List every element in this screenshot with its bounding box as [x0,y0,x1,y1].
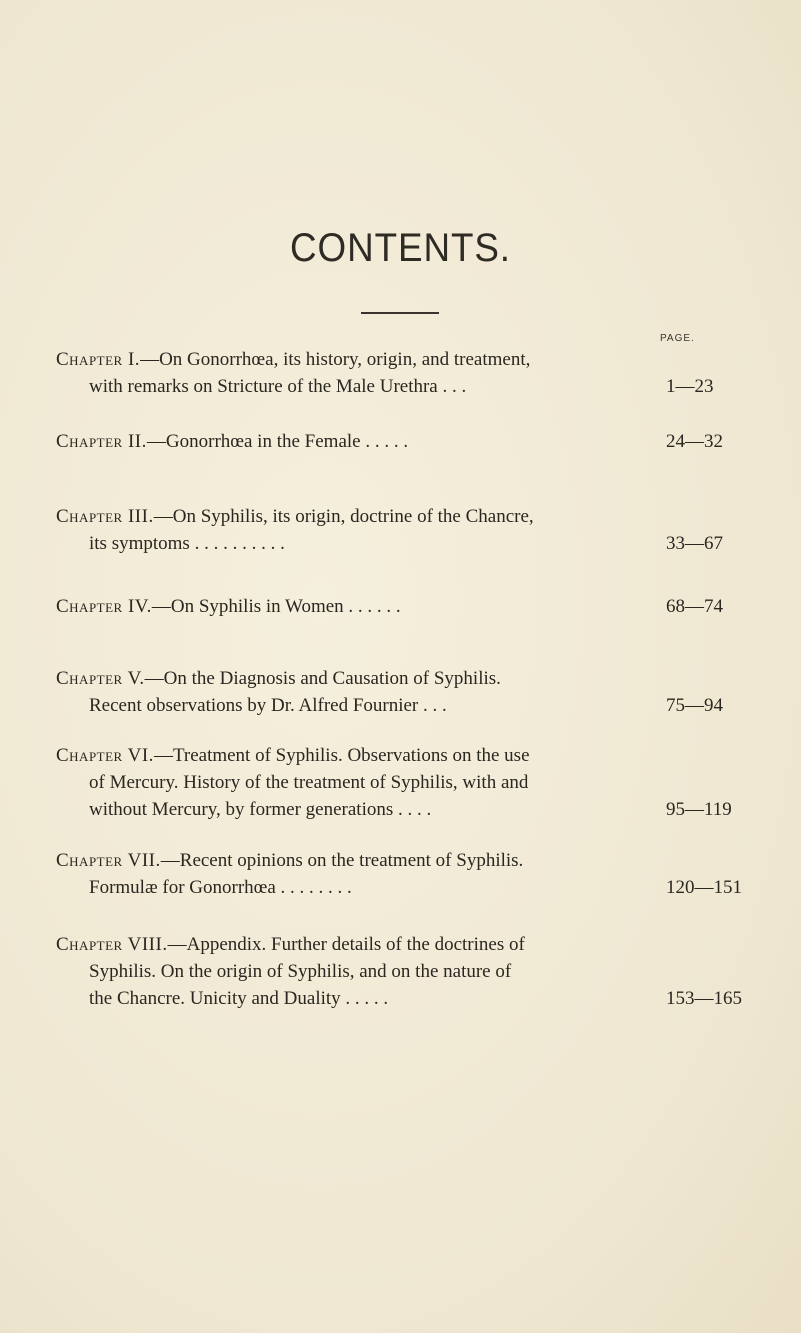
chapter-title-line-3: without Mercury, by former generations . . . . [89,799,432,820]
chapter-title-line-1: —On the Diagnosis and Causation of Syphilis. [144,668,501,689]
toc-entry-chapter-8 [56,931,746,1012]
chapter-title-line-1: —Recent opinions on the treatment of Syphilis. [160,850,524,871]
page-range: 68—74 [666,596,723,617]
page-range: 120—151 [666,877,742,898]
page-range: 33—67 [666,533,723,554]
chapter-label: Chapter II. [56,431,147,452]
chapter-title-line-2: its symptoms . . . . . . . . . . [89,533,285,554]
chapter-label: Chapter IV. [56,596,152,617]
page-range: 24—32 [666,431,723,452]
chapter-title-line-1: —On Syphilis, its origin, doctrine of the Chancre, [153,506,534,527]
chapter-label: Chapter I. [56,349,141,370]
chapter-label: Chapter VI. [56,745,154,766]
page-range: 75—94 [666,695,723,716]
chapter-title-line-1: —Appendix. Further details of the doctrines of [167,934,525,955]
chapter-label: Chapter VIII. [56,934,168,955]
chapter-title-line-2: Formulæ for Gonorrhœa . . . . . . . . [89,877,352,898]
toc-entry-chapter-2 [56,428,746,455]
toc-entry-chapter-4 [56,593,746,620]
chapter-title-line-2: Recent observations by Dr. Alfred Fournier . . . [89,695,447,716]
chapter-title-line-1: —On Gonorrhœa, its history, origin, and treatment, [140,349,531,370]
toc-entry-chapter-1 [56,346,746,400]
toc-entry-chapter-6 [56,742,746,823]
chapter-title-line-2: with remarks on Stricture of the Male Urethra . . . [89,376,467,397]
chapter-title-line-2: of Mercury. History of the treatment of Syphilis, with and [89,772,529,793]
page-range: 153—165 [666,988,742,1009]
chapter-title-line-1: —Gonorrhœa in the Female . . . . . [146,431,409,452]
title-rule [361,312,439,314]
chapter-label: Chapter V. [56,668,145,689]
toc-entry-chapter-7 [56,847,746,901]
toc-entry-chapter-3 [56,503,746,557]
toc-entry-chapter-5 [56,665,746,719]
chapter-title-line-1: —On Syphilis in Women . . . . . . [151,596,401,617]
page-range: 95—119 [666,799,732,820]
chapter-title-line-3: the Chancre. Unicity and Duality . . . . . [89,988,389,1009]
page-title: CONTENTS. [290,226,511,270]
chapter-label: Chapter III. [56,506,154,527]
chapter-title-line-1: —Treatment of Syphilis. Observations on the use [153,745,530,766]
page-range: 1—23 [666,376,714,397]
chapter-title-line-2: Syphilis. On the origin of Syphilis, and on the nature of [89,961,512,982]
chapter-label: Chapter VII. [56,850,161,871]
page-column-header: PAGE. [660,333,695,344]
